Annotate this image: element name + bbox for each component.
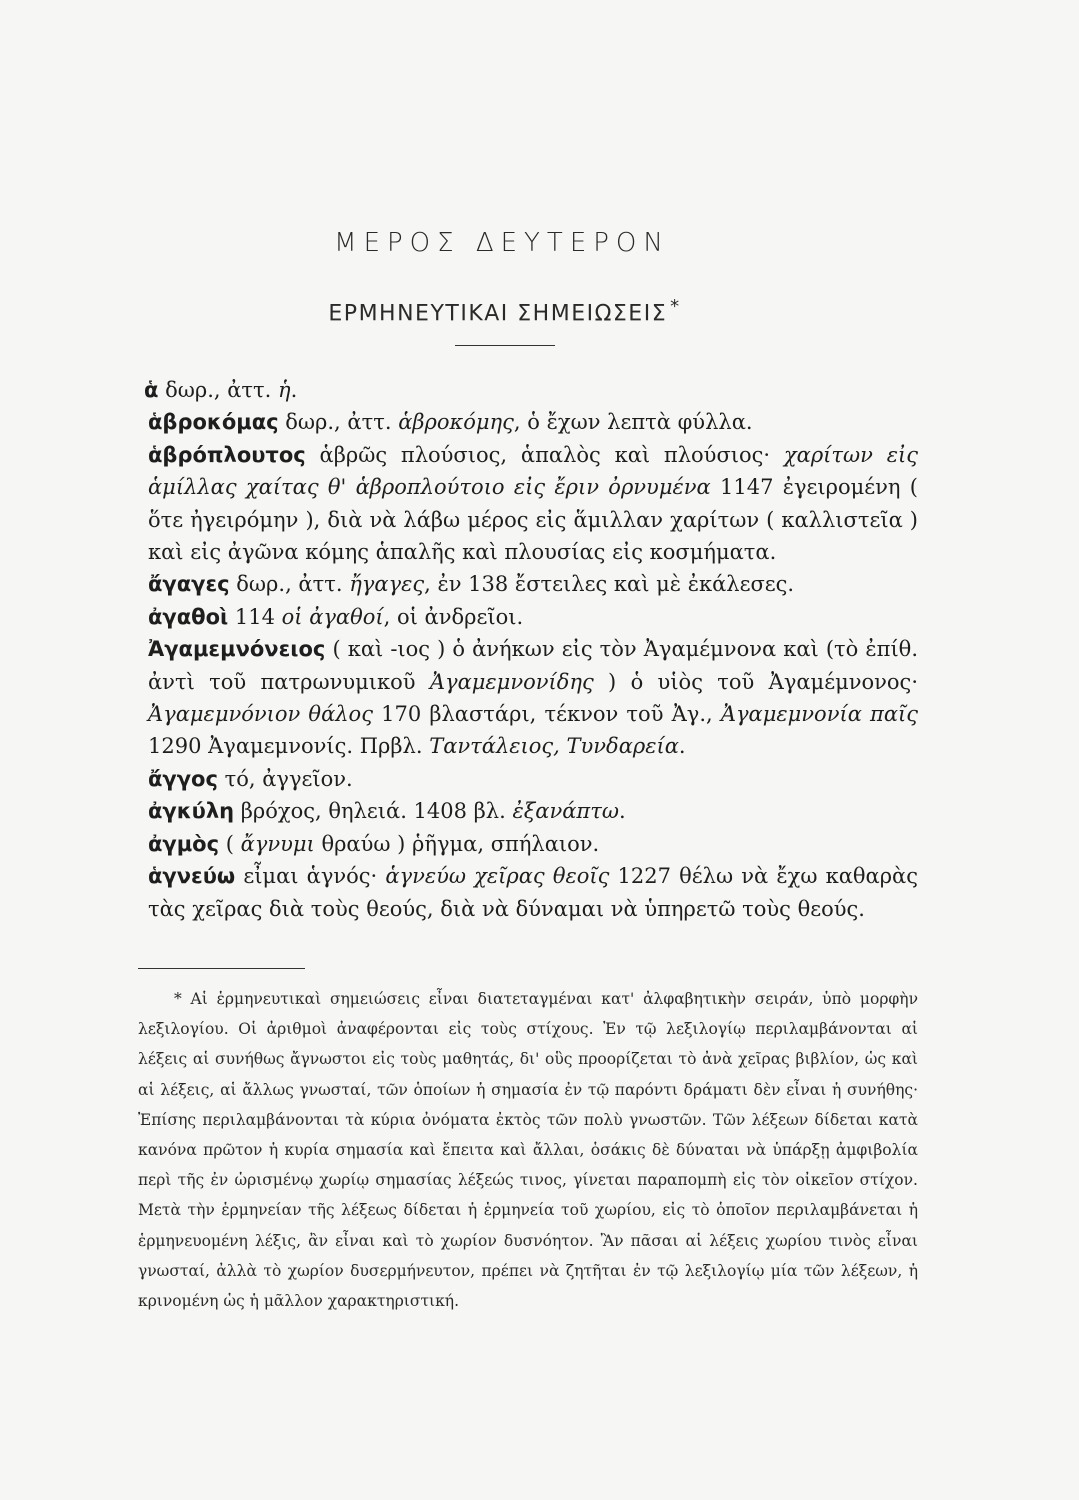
entry-definition: , οἱ ἀνδρεῖοι. [383, 604, 524, 629]
title-divider [455, 345, 555, 346]
entry-definition: θραύω ) ῥῆγμα, σπήλαιον. [314, 831, 600, 856]
entry-headword: ἀγκύλη [148, 799, 235, 824]
glossary-entry [138, 374, 918, 406]
entry-definition: δωρ., ἀττ. [158, 378, 279, 402]
entry-definition: 1227 θέλω νὰ ἔχω καθαρὰς τὰς χεῖρας διὰ τοὺς θεούς, διὰ νὰ δύναμαι νὰ ὑπηρετῶ τοὺς θεούς. [148, 864, 919, 921]
part-title: ΜΕΡΟΣ ΔΕΥΤΕΡΟΝ [334, 228, 670, 258]
entry-definition: 170 βλαστάρι, τέκνον τοῦ Ἀγ., [372, 702, 721, 727]
entry-definition: εἶμαι ἁγνός· [235, 864, 386, 889]
glossary-entry [138, 568, 918, 600]
entry-quotation: ἡ [278, 378, 291, 402]
glossary-entry [138, 795, 918, 827]
entry-quotation: οἱ ἀγαθοί [281, 604, 384, 629]
entry-definition: ( [219, 831, 241, 856]
entry-headword: ἁ [144, 378, 159, 402]
footnote [138, 984, 918, 1316]
entry-headword: ἁβρόπλουτος [148, 442, 306, 467]
entry-definition: , ὁ ἔχων λεπτὰ φύλλα. [513, 410, 753, 435]
entry-quotation: ἁγνεύω χεῖρας θεοῖς [385, 864, 610, 889]
entry-definition: 1147 ἐγειρομένη ( ὅτε ἠγειρόμην ), διὰ νὰ λάβω μέρος εἰς ἅμιλλαν χαρίτων ( καλλιστεῖα ) καὶ εἰς ἀγῶνα κόμης ἁπαλῆς καὶ πλουσίας εἰς κοσμήματα. [148, 475, 918, 565]
entry-definition: 114 [228, 604, 282, 629]
entry-definition: . [678, 734, 686, 759]
glossary-entry [138, 763, 918, 795]
entry-headword: ἀγαθοὶ [148, 604, 229, 629]
section-title [0, 296, 1009, 326]
entry-definition: δωρ., ἀττ. [229, 572, 350, 597]
entry-quotation: ἤγαγες [349, 572, 425, 597]
entry-definition: ( καὶ -ιος ) ὁ ἀνήκων εἰς τὸν Ἀγαμέμνονα καὶ (τὸ ἐπίθ. ἀντὶ τοῦ πατρωνυμικοῦ [148, 637, 918, 694]
entry-quotation: ἐξανάπτω [512, 799, 619, 824]
footnote-divider [138, 968, 305, 969]
entry-quotation: Ἀγαμεμνονίδης [429, 669, 594, 694]
glossary-entry [138, 633, 918, 763]
glossary-entry [138, 406, 918, 438]
footnote-marker: * [670, 296, 681, 317]
entry-definition: 1290 Ἀγαμεμνονίς. Πρβλ. [148, 734, 430, 759]
entry-quotation: χαρίτων εἰς ἁμίλλας χαίτας θ' ἁβροπλούτοιο εἰς ἔριν ὀρνυμένα [148, 442, 918, 500]
entry-definition: . [618, 799, 626, 824]
entry-headword: Ἀγαμεμνόνειος [148, 637, 326, 662]
glossary-entry [138, 601, 918, 633]
entry-definition: τό, ἀγγεῖον. [217, 766, 353, 791]
entry-headword: ἁγνεύω [148, 864, 236, 889]
entry-definition: . [290, 378, 298, 402]
entry-definition: ἁβρῶς πλούσιος, ἁπαλὸς καὶ πλούσιος· [305, 442, 784, 467]
section-title-text: ΕΡΜΗΝΕΥΤΙΚΑΙ ΣΗΜΕΙΩΣΕΙΣ [328, 301, 668, 327]
entry-headword: ἁβροκόμας [148, 410, 279, 435]
entry-quotation: Ἀγαμεμνονία παῖς [720, 702, 919, 727]
entry-headword: ἀγμὸς [148, 831, 220, 856]
entry-quotation: ἄγνυμι [240, 831, 315, 856]
entry-definition: βρόχος, θηλειά. 1408 βλ. [234, 799, 513, 824]
entry-definition: ) ὁ υἱὸς τοῦ Ἀγαμέμνονος· [593, 669, 918, 694]
entry-definition: , ἐν 138 ἔστειλες καὶ μὲ ἐκάλεσες. [424, 572, 795, 597]
glossary-entry [138, 439, 918, 569]
glossary-entry [138, 860, 918, 925]
glossary-entries [138, 374, 918, 925]
footnote-text: * Αἱ ἑρμηνευτικαὶ σημειώσεις εἶναι διατεταγμέναι κατ' ἀλφαβητικὴν σειράν, ὑπὸ μορφὴν λεξιλογίου. Οἱ ἀριθμοὶ ἀναφέρονται εἰς τοὺς στίχους. Ἐν τῷ λεξιλογίῳ περιλαμβάνονται αἱ λέξεις αἱ συνήθως ἄγνωστοι εἰς τοὺς μαθητάς, δι' οὓς προορίζεται τὸ ἀνὰ χεῖρας βιβλίον, ὡς καὶ αἱ λέξεις, αἱ ἄλλως γνωσταί, τῶν ὁποίων ἡ σημασία ἐν τῷ παρόντι δράματι δὲν εἶναι ἡ συνήθης· Ἐπίσης περιλαμβάνονται τὰ κύρια ὀνόματα ἐκτὸς τῶν πολὺ γνωστῶν. Τῶν λέξεων δίδεται κατὰ κανόνα πρῶτον ἡ κυρία σημασία καὶ ἔπειτα καὶ ἄλλαι, ὁσάκις δὲ δύναται νὰ ὑπάρξῃ ἀμφιβολία περὶ τῆς ἐν ὡρισμένῳ χωρίῳ σημασίας λέξεώς τινος, γίνεται παραπομπὴ εἰς τὸν οἰκεῖον στίχον. Μετὰ τὴν ἑρμηνείαν τῆς λέξεως δίδεται ἡ ἑρμηνεία τοῦ χωρίου, εἰς τὸ ὁποῖον περιλαμβάνεται ἡ ἑρμηνευομένη λέξις, ἂν εἶναι καὶ τὸ χωρίον δυσνόητον. Ἂν πᾶσαι αἱ λέξεις χωρίου τινὸς εἶναι γνωσταί, ἀλλὰ τὸ χωρίον δυσερμήνευτον, πρέπει νὰ ζητῆται ἐν τῷ λεξιλογίῳ μία τῶν λέξεων, ἡ κρινομένη ὡς ἡ μᾶλλον χαρακτηριστική. [138, 990, 918, 1311]
entry-definition: δωρ., ἀττ. [278, 410, 399, 435]
entry-quotation: ἁβροκόμης [398, 410, 514, 435]
entry-quotation: Ἀγαμεμνόνιον θάλος [148, 702, 373, 727]
entry-headword: ἄγαγες [148, 572, 230, 597]
entry-quotation: Ταντάλειος, Τυνδαρεία [429, 734, 679, 759]
glossary-entry [138, 828, 918, 860]
entry-headword: ἄγγος [148, 766, 218, 791]
